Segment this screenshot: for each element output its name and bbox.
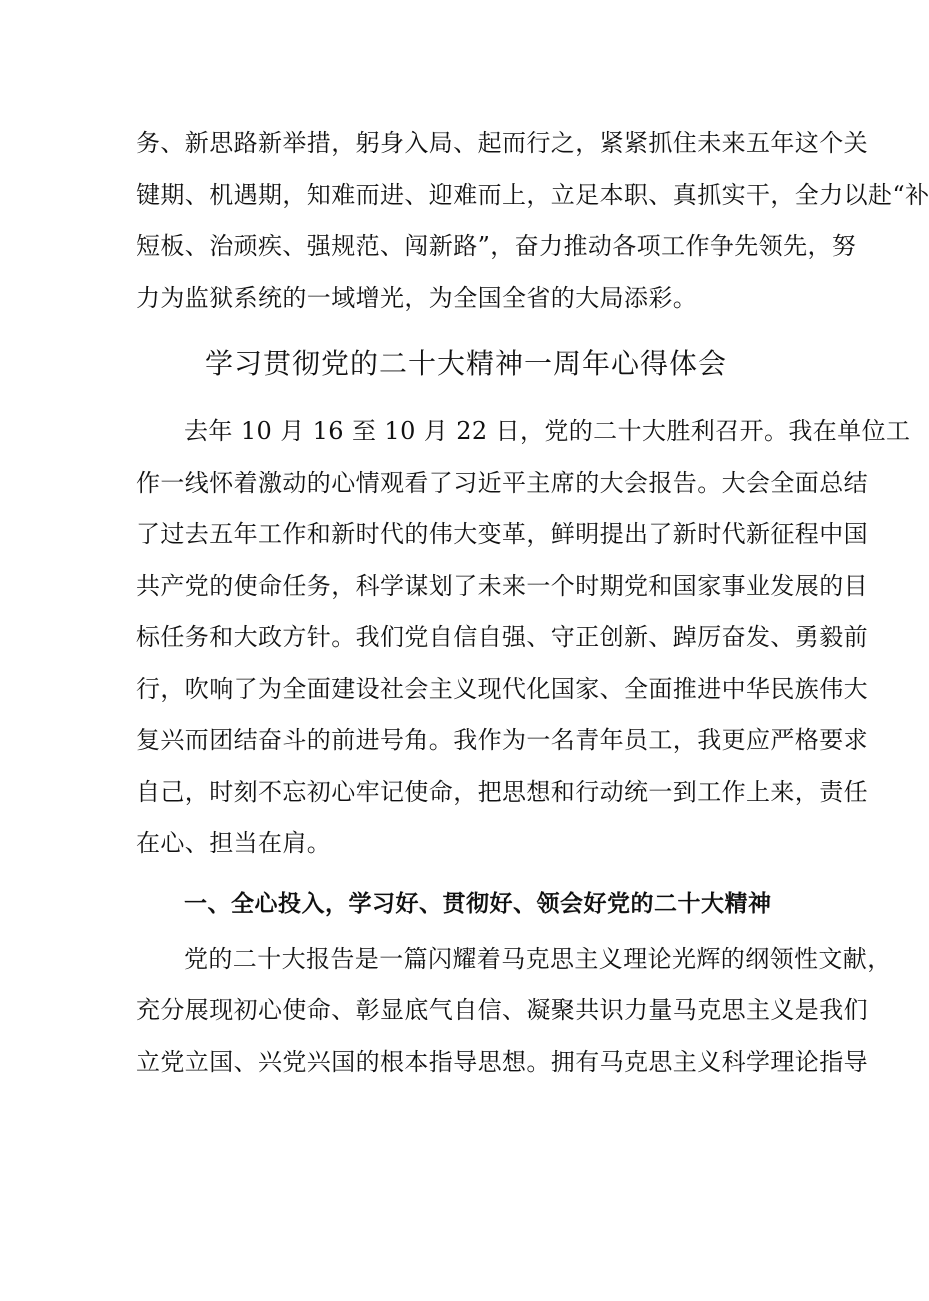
body-paragraph-2: [136, 934, 892, 1089]
text-line: 力为监狱系统的一域增光，为全国全省的大局添彩。: [136, 283, 698, 312]
section-heading-1: 一、全心投入，学习好、贯彻好、领会好党的二十大精神: [184, 890, 772, 917]
text-line: 了过去五年工作和新时代的伟大变革，鲜明提出了新时代新征程中国: [136, 520, 868, 548]
text-line: 立党立国、兴党兴国的根本指导思想。拥有马克思主义科学理论指导: [136, 1047, 868, 1076]
document-title: 学习贯彻党的二十大精神一周年心得体会: [204, 347, 727, 380]
intro-paragraph: [136, 118, 929, 324]
text-line: 短板、治顽疾、强规范、闯新路”，奋力推动各项工作争先领先，努: [136, 232, 857, 260]
text-line: 键期、机遇期，知难而进、迎难而上，立足本职、真抓实干，全力以赴“补: [136, 180, 929, 209]
text-line: 行，吹响了为全面建设社会主义现代化国家、全面推进中华民族伟大: [136, 674, 868, 703]
text-line: 充分展现初心使命、彰显底气自信、凝聚共识力量马克思主义是我们: [136, 996, 868, 1024]
document-page: [136, 118, 929, 1088]
text-line: 作一线怀着激动的心情观看了习近平主席的大会报告。大会全面总结: [136, 468, 868, 497]
text-line: 自己，时刻不忘初心牢记使命，把思想和行动统一到工作上来，责任: [136, 777, 868, 806]
text-line: 党的二十大报告是一篇闪耀着马克思主义理论光辉的纲领性文献，: [184, 944, 892, 973]
body-paragraph-1: [136, 406, 911, 870]
text-line: 务、新思路新举措，躬身入局、起而行之，紧紧抓住未来五年这个关: [136, 129, 868, 157]
text-line: 标任务和大政方针。我们党自信自强、守正创新、踔厉奋发、勇毅前: [136, 623, 868, 651]
text-line: 去年 10 月 16 至 10 月 22 日，党的二十大胜利召开。我在单位工: [184, 417, 911, 445]
text-line: 在心、担当在肩。: [136, 829, 332, 857]
text-line: 复兴而团结奋斗的前进号角。我作为一名青年员工，我更应严格要求: [136, 726, 868, 754]
text-line: 共产党的使命任务，科学谋划了未来一个时期党和国家事业发展的目: [136, 571, 868, 600]
